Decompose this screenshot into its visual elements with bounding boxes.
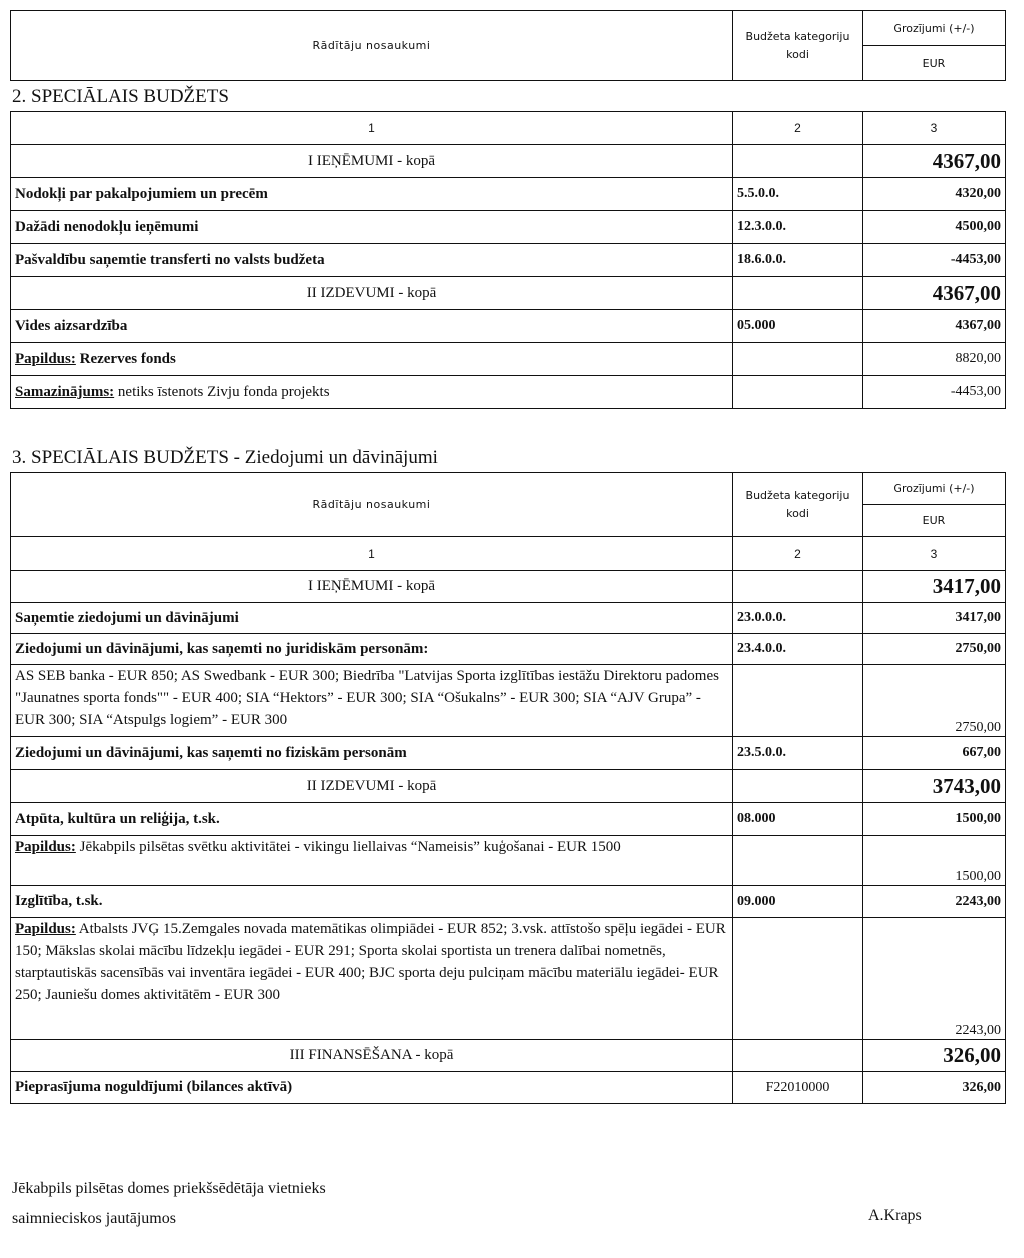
row-label: Izglītība, t.sk. xyxy=(11,886,733,918)
expense-total-value: 3743,00 xyxy=(863,770,1006,803)
income-total-row xyxy=(11,145,1006,178)
row-value: -4453,00 xyxy=(863,244,1006,277)
row-value: 2750,00 xyxy=(863,634,1006,665)
section3-table xyxy=(10,472,1006,1104)
table-row xyxy=(11,1072,1006,1104)
income-total-value: 4367,00 xyxy=(863,145,1006,178)
table-row xyxy=(11,211,1006,244)
table-row xyxy=(11,737,1006,770)
financing-total-row xyxy=(11,1040,1006,1072)
row-value: 4320,00 xyxy=(863,178,1006,211)
income-total-row xyxy=(11,571,1006,603)
table-row xyxy=(11,634,1006,665)
table-row xyxy=(11,603,1006,634)
row-code: 08.000 xyxy=(733,803,863,836)
table-row xyxy=(11,178,1006,211)
legal-detail-text: AS SEB banka - EUR 850; AS Swedbank - EUR 300; Biedrība "Latvijas Sporta izglītības iestāžu Direktoru padomes "Jaunatnes sporta fonds"" - EUR 400; SIA “Hektors” - EUR 300; SIA “Ošukalns” - EUR 300; SIA “AJV Grupa” - EUR 300; SIA “Atspulgs logiem” - EUR 300 xyxy=(11,665,733,737)
expense-total-label: II IZDEVUMI - kopā xyxy=(11,277,733,310)
signer-name: A.Kraps xyxy=(868,1207,922,1224)
expense-total-row xyxy=(11,770,1006,803)
row-code: F22010000 xyxy=(733,1072,863,1104)
detail-row xyxy=(11,918,1006,1040)
culture-detail-text: Jēkabpils pilsētas svētku aktivitātei - vikingu liellaivas “Nameisis” kuģošanai - EUR 1500 xyxy=(75,839,621,855)
top-header-table xyxy=(10,10,1006,81)
row-code: 18.6.0.0. xyxy=(733,244,863,277)
footer-position-line2: saimnieciskos jautājumos xyxy=(12,1210,176,1227)
colnum-2: 2 xyxy=(733,112,863,145)
row-code: 5.5.0.0. xyxy=(733,178,863,211)
income-total-label: I IEŅĒMUMI - kopā xyxy=(11,145,733,178)
addition-value: 8820,00 xyxy=(863,343,1006,376)
education-detail-prefix: Papildus: xyxy=(15,921,76,937)
row-value: 326,00 xyxy=(863,1072,1006,1104)
row-label: Nodokļi par pakalpojumiem un precēm xyxy=(11,178,733,211)
header-name-col: Rādītāju nosaukumi xyxy=(11,11,733,81)
colnum-1: 1 xyxy=(11,537,733,571)
culture-detail-value: 1500,00 xyxy=(863,836,1006,886)
row-label: Dažādi nenodokļu ieņēmumi xyxy=(11,211,733,244)
expense-total-label: II IZDEVUMI - kopā xyxy=(11,770,733,803)
section3-title: 3. SPECIĀLAIS BUDŽETS - Ziedojumi un dāvinājumi xyxy=(12,447,438,468)
row-code: 12.3.0.0. xyxy=(733,211,863,244)
financing-total-label: III FINANSĒŠANA - kopā xyxy=(11,1040,733,1072)
header-change-col: Grozījumi (+/-) xyxy=(863,473,1006,505)
row-value: 1500,00 xyxy=(863,803,1006,836)
colnum-2: 2 xyxy=(733,537,863,571)
header-currency: EUR xyxy=(863,505,1006,537)
detail-row xyxy=(11,836,1006,886)
culture-detail-prefix: Papildus: xyxy=(15,839,76,855)
income-total-label: I IEŅĒMUMI - kopā xyxy=(11,571,733,603)
colnum-row xyxy=(11,112,1006,145)
row-code: 23.4.0.0. xyxy=(733,634,863,665)
row-label: Pašvaldību saņemtie transferti no valsts budžeta xyxy=(11,244,733,277)
table-row xyxy=(11,886,1006,918)
header-name-col: Rādītāju nosaukumi xyxy=(11,473,733,537)
addition-text: Rezerves fonds xyxy=(75,350,176,367)
addition-prefix: Papildus: xyxy=(15,350,76,367)
expense-total-value: 4367,00 xyxy=(863,277,1006,310)
reduction-row xyxy=(11,376,1006,409)
colnum-3: 3 xyxy=(863,537,1006,571)
colnum-row xyxy=(11,537,1006,571)
row-value: 667,00 xyxy=(863,737,1006,770)
row-label: Saņemtie ziedojumi un dāvinājumi xyxy=(11,603,733,634)
income-total-value: 3417,00 xyxy=(863,571,1006,603)
header-code-col: Budžeta kategoriju kodi xyxy=(733,11,863,81)
header-code-col: Budžeta kategoriju kodi xyxy=(733,473,863,537)
education-detail-value: 2243,00 xyxy=(863,918,1006,1040)
expense-total-row xyxy=(11,277,1006,310)
section2-table xyxy=(10,111,1006,409)
colnum-3: 3 xyxy=(863,112,1006,145)
addition-row xyxy=(11,343,1006,376)
financing-total-value: 326,00 xyxy=(863,1040,1006,1072)
row-label: Ziedojumi un dāvinājumi, kas saņemti no fiziskām personām xyxy=(11,737,733,770)
row-label: Atpūta, kultūra un reliģija, t.sk. xyxy=(11,803,733,836)
header-currency: EUR xyxy=(863,46,1006,81)
row-label: Ziedojumi un dāvinājumi, kas saņemti no juridiskām personām: xyxy=(11,634,733,665)
row-value: 4500,00 xyxy=(863,211,1006,244)
row-value: 2243,00 xyxy=(863,886,1006,918)
reduction-prefix: Samazinājums: xyxy=(15,383,115,400)
legal-detail-value: 2750,00 xyxy=(863,665,1006,737)
row-value: 4367,00 xyxy=(863,310,1006,343)
table-row xyxy=(11,803,1006,836)
row-code: 23.5.0.0. xyxy=(733,737,863,770)
footer-position-line1: Jēkabpils pilsētas domes priekšsēdētāja vietnieks xyxy=(12,1180,326,1197)
reduction-text: netiks īstenots Zivju fonda projekts xyxy=(114,383,330,400)
header-change-col: Grozījumi (+/-) xyxy=(863,11,1006,46)
row-label: Vides aizsardzība xyxy=(11,310,733,343)
row-code: 09.000 xyxy=(733,886,863,918)
row-label: Pieprasījuma noguldījumi (bilances aktīvā) xyxy=(11,1072,733,1104)
detail-row xyxy=(11,665,1006,737)
table-row xyxy=(11,310,1006,343)
table-row xyxy=(11,244,1006,277)
colnum-1: 1 xyxy=(11,112,733,145)
education-detail-text: Atbalsts JVĢ 15.Zemgales novada matemātikas olimpiādei - EUR 852; 3.vsk. attīstošo spēļu iegādei - EUR 150; Mākslas skolai mācību līdzekļu iegādei - EUR 291; Sporta skolai sportista un trenera dalībai nometnēs, starptautiskās sacensībās vai inventāra iegādei - EUR 400; BJC sporta deju pulciņam mācību materiālu iegādei- EUR 250; Jauniešu domes aktivitātēm - EUR 300 xyxy=(15,921,726,1003)
section2-title: 2. SPECIĀLAIS BUDŽETS xyxy=(12,86,229,107)
reduction-value: -4453,00 xyxy=(863,376,1006,409)
row-value: 3417,00 xyxy=(863,603,1006,634)
row-code: 23.0.0.0. xyxy=(733,603,863,634)
row-code: 05.000 xyxy=(733,310,863,343)
